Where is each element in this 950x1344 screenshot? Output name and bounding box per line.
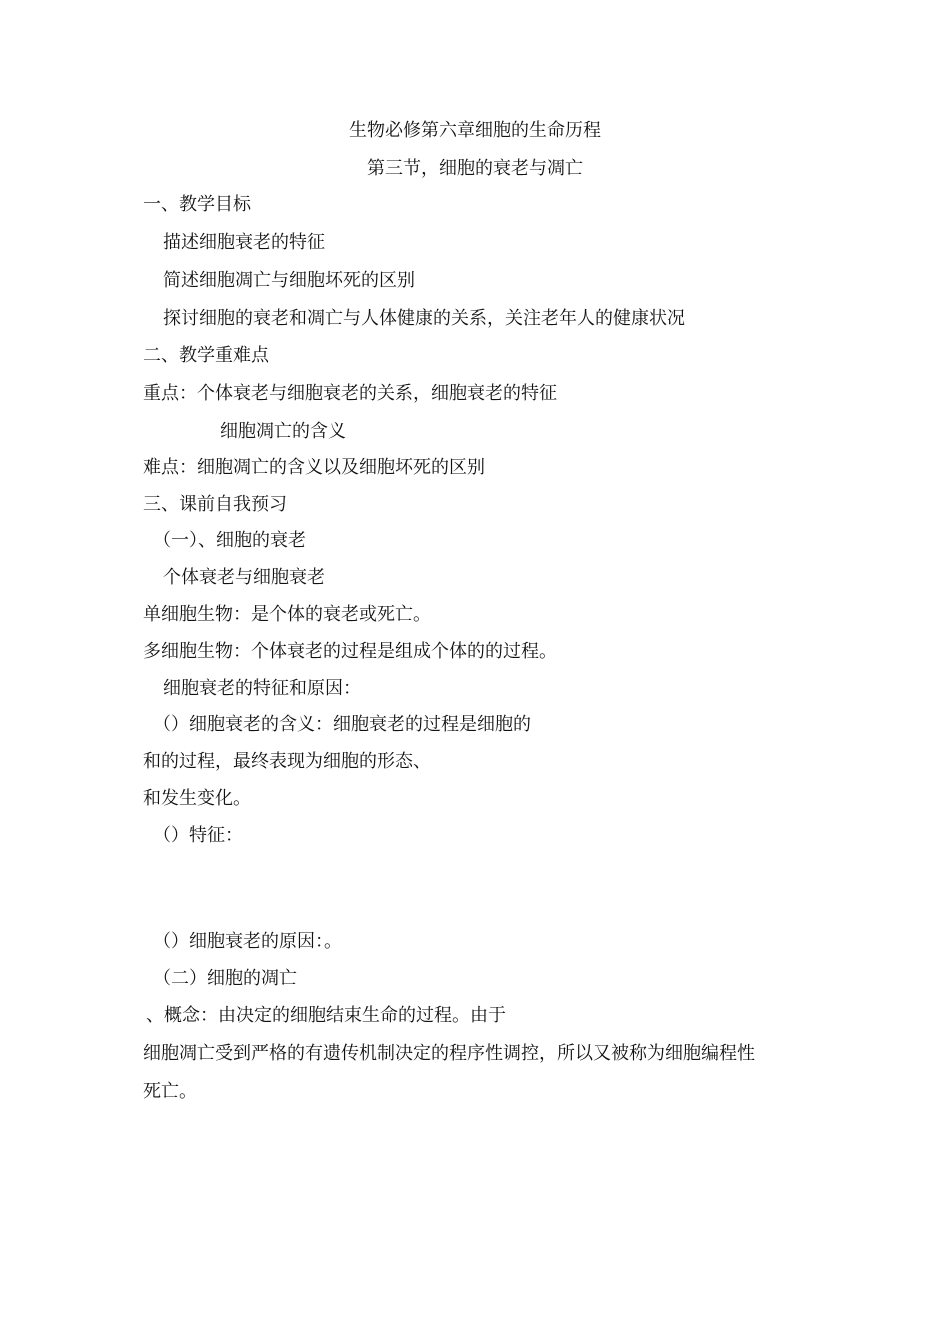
goal-item-3: 探讨细胞的衰老和凋亡与人体健康的关系，关注老年人的健康状况 (163, 308, 685, 329)
text-line: 多细胞生物：个体衰老的过程是组成个体的的过程。 (143, 641, 557, 662)
heading-teaching-goals: 一、教学目标 (143, 194, 251, 215)
document-subtitle: 第三节，细胞的衰老与凋亡 (367, 158, 583, 179)
text-line: 细胞衰老的特征和原因： (163, 678, 361, 699)
subheading-cell-aging: （一）、细胞的衰老 (153, 530, 306, 551)
text-line: 个体衰老与细胞衰老 (163, 567, 325, 588)
document-title: 生物必修第六章细胞的生命历程 (349, 120, 601, 141)
difficult-point-line: 难点：细胞凋亡的含义以及细胞坏死的区别 (143, 457, 485, 478)
key-point-line-2: 细胞凋亡的含义 (220, 421, 346, 442)
heading-key-points: 二、教学重难点 (143, 345, 269, 366)
subheading-apoptosis: （二）细胞的凋亡 (153, 968, 297, 989)
goal-item-2: 简述细胞凋亡与细胞坏死的区别 (163, 270, 415, 291)
text-line: 和发生变化。 (143, 788, 251, 809)
text-line: （）细胞衰老的原因：。 (153, 931, 342, 952)
text-line: （）特征： (153, 825, 243, 846)
text-line: （）细胞衰老的含义：细胞衰老的过程是细胞的 (153, 714, 531, 735)
text-line: 和的过程，最终表现为细胞的形态、 (143, 751, 431, 772)
text-line: 细胞凋亡受到严格的有遗传机制决定的程序性调控，所以又被称为细胞编程性 (143, 1043, 755, 1064)
text-line: 死亡。 (143, 1081, 197, 1102)
goal-item-1: 描述细胞衰老的特征 (163, 232, 325, 253)
key-point-line-1: 重点：个体衰老与细胞衰老的关系，细胞衰老的特征 (143, 383, 557, 404)
text-line: 单细胞生物：是个体的衰老或死亡。 (143, 604, 431, 625)
text-line: 、概念：由决定的细胞结束生命的过程。由于 (146, 1005, 506, 1026)
heading-preview: 三、课前自我预习 (143, 494, 287, 515)
